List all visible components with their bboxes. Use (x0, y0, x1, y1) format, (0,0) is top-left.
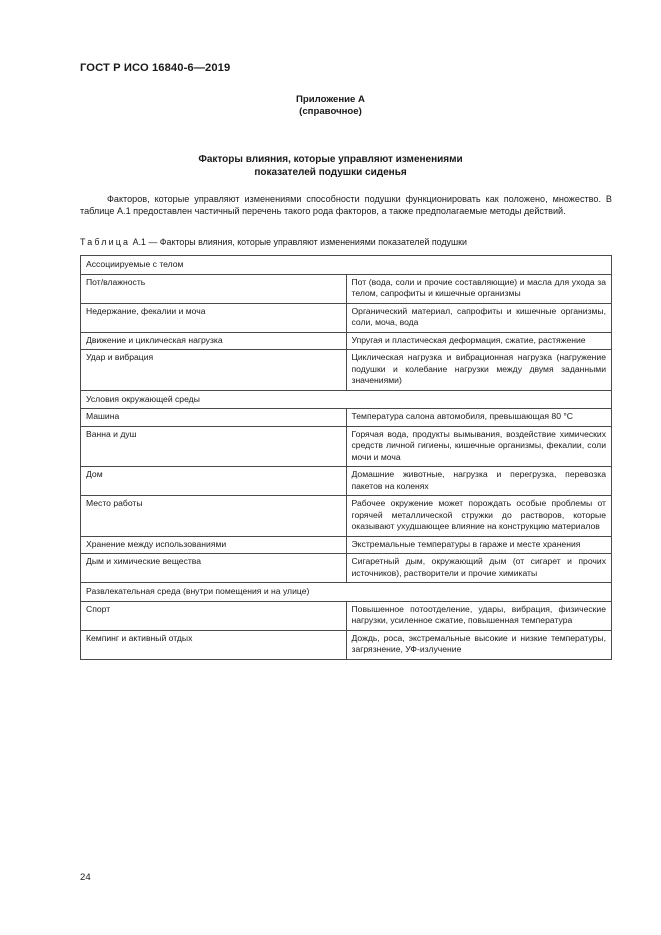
table-caption-title: А.1 — Факторы влияния, которые управляют изменениями показателей подушки (130, 237, 467, 247)
description-cell: Дождь, роса, экстремальные высокие и низкие температуры, загрязнение, УФ-излучение (346, 630, 612, 659)
description-cell: Температура салона автомобиля, превышающая 80 °С (346, 409, 612, 427)
table-row (81, 467, 612, 496)
page-number: 24 (80, 872, 91, 883)
description-cell: Упругая и пластическая деформация, сжатие, растяжение (346, 332, 612, 350)
annex-title (0, 153, 661, 179)
annex-label: Приложение А (296, 94, 365, 105)
description-cell: Рабочее окружение может порождать особые проблемы от горячей металлической стружки до растворов, которые оказывают ухудшающее влияние на конструкцию материалов (346, 496, 612, 537)
table-row (81, 601, 612, 630)
table-section-row (81, 256, 612, 275)
description-cell: Экстремальные температуры в гараже и месте хранения (346, 536, 612, 554)
annex-title-line-1: Факторы влияния, которые управляют изменениями (198, 154, 463, 165)
factor-cell: Дым и химические вещества (81, 554, 347, 583)
description-cell: Органический материал, сапрофиты и кишечные организмы, соли, моча, вода (346, 303, 612, 332)
table-row (81, 536, 612, 554)
factor-cell: Удар и вибрация (81, 350, 347, 391)
table-caption (80, 237, 467, 247)
annex-title-line-2: показателей подушки сиденья (254, 167, 407, 178)
factor-cell: Хранение между использованиями (81, 536, 347, 554)
description-cell: Циклическая нагрузка и вибрационная нагрузка (нагружение подушки и колебание нагрузки между двумя заданными значениями) (346, 350, 612, 391)
description-cell: Сигаретный дым, окружающий дым (от сигарет и прочих источников), растворители и прочие химикаты (346, 554, 612, 583)
table-row (81, 332, 612, 350)
factor-cell: Ванна и душ (81, 426, 347, 467)
table-caption-prefix: Таблица (80, 237, 131, 247)
table-row (81, 554, 612, 583)
section-heading: Ассоциируемые с телом (81, 256, 612, 275)
factor-cell: Недержание, фекалии и моча (81, 303, 347, 332)
factor-cell: Кемпинг и активный отдых (81, 630, 347, 659)
factor-cell: Спорт (81, 601, 347, 630)
description-cell: Горячая вода, продукты вымывания, воздействие химических средств личной гигиены, кишечные организмы, фекалии, соли мочи и моча (346, 426, 612, 467)
description-cell: Домашние животные, нагрузка и перегрузка, перевозка пакетов на коленях (346, 467, 612, 496)
table-row (81, 303, 612, 332)
description-cell: Повышенное потоотделение, удары, вибрация, физические нагрузки, усиленное сжатие, повышенная температура (346, 601, 612, 630)
table-section-row (81, 583, 612, 602)
table-row (81, 350, 612, 391)
table-row (81, 496, 612, 537)
annex-status: (справочное) (299, 106, 362, 117)
section-heading: Развлекательная среда (внутри помещения и на улице) (81, 583, 612, 602)
factor-cell: Пот/влажность (81, 274, 347, 303)
table-row (81, 409, 612, 427)
table-row (81, 426, 612, 467)
standard-code-header: ГОСТ Р ИСО 16840-6—2019 (80, 62, 231, 74)
factor-cell: Движение и циклическая нагрузка (81, 332, 347, 350)
factor-cell: Машина (81, 409, 347, 427)
factor-cell: Место работы (81, 496, 347, 537)
factors-table (80, 255, 612, 660)
annex-heading (0, 94, 661, 118)
table-row (81, 630, 612, 659)
section-heading: Условия окружающей среды (81, 390, 612, 409)
intro-paragraph: Факторов, которые управляют изменениями способности подушки функционировать как положено, множество. В таблице А.1 предоставлен частичный перечень такого рода факторов, а также предполагаемые методы действий. (80, 194, 612, 217)
description-cell: Пот (вода, соли и прочие составляющие) и масла для ухода за телом, сапрофиты и кишечные организмы (346, 274, 612, 303)
table-row (81, 274, 612, 303)
table-section-row (81, 390, 612, 409)
factor-cell: Дом (81, 467, 347, 496)
